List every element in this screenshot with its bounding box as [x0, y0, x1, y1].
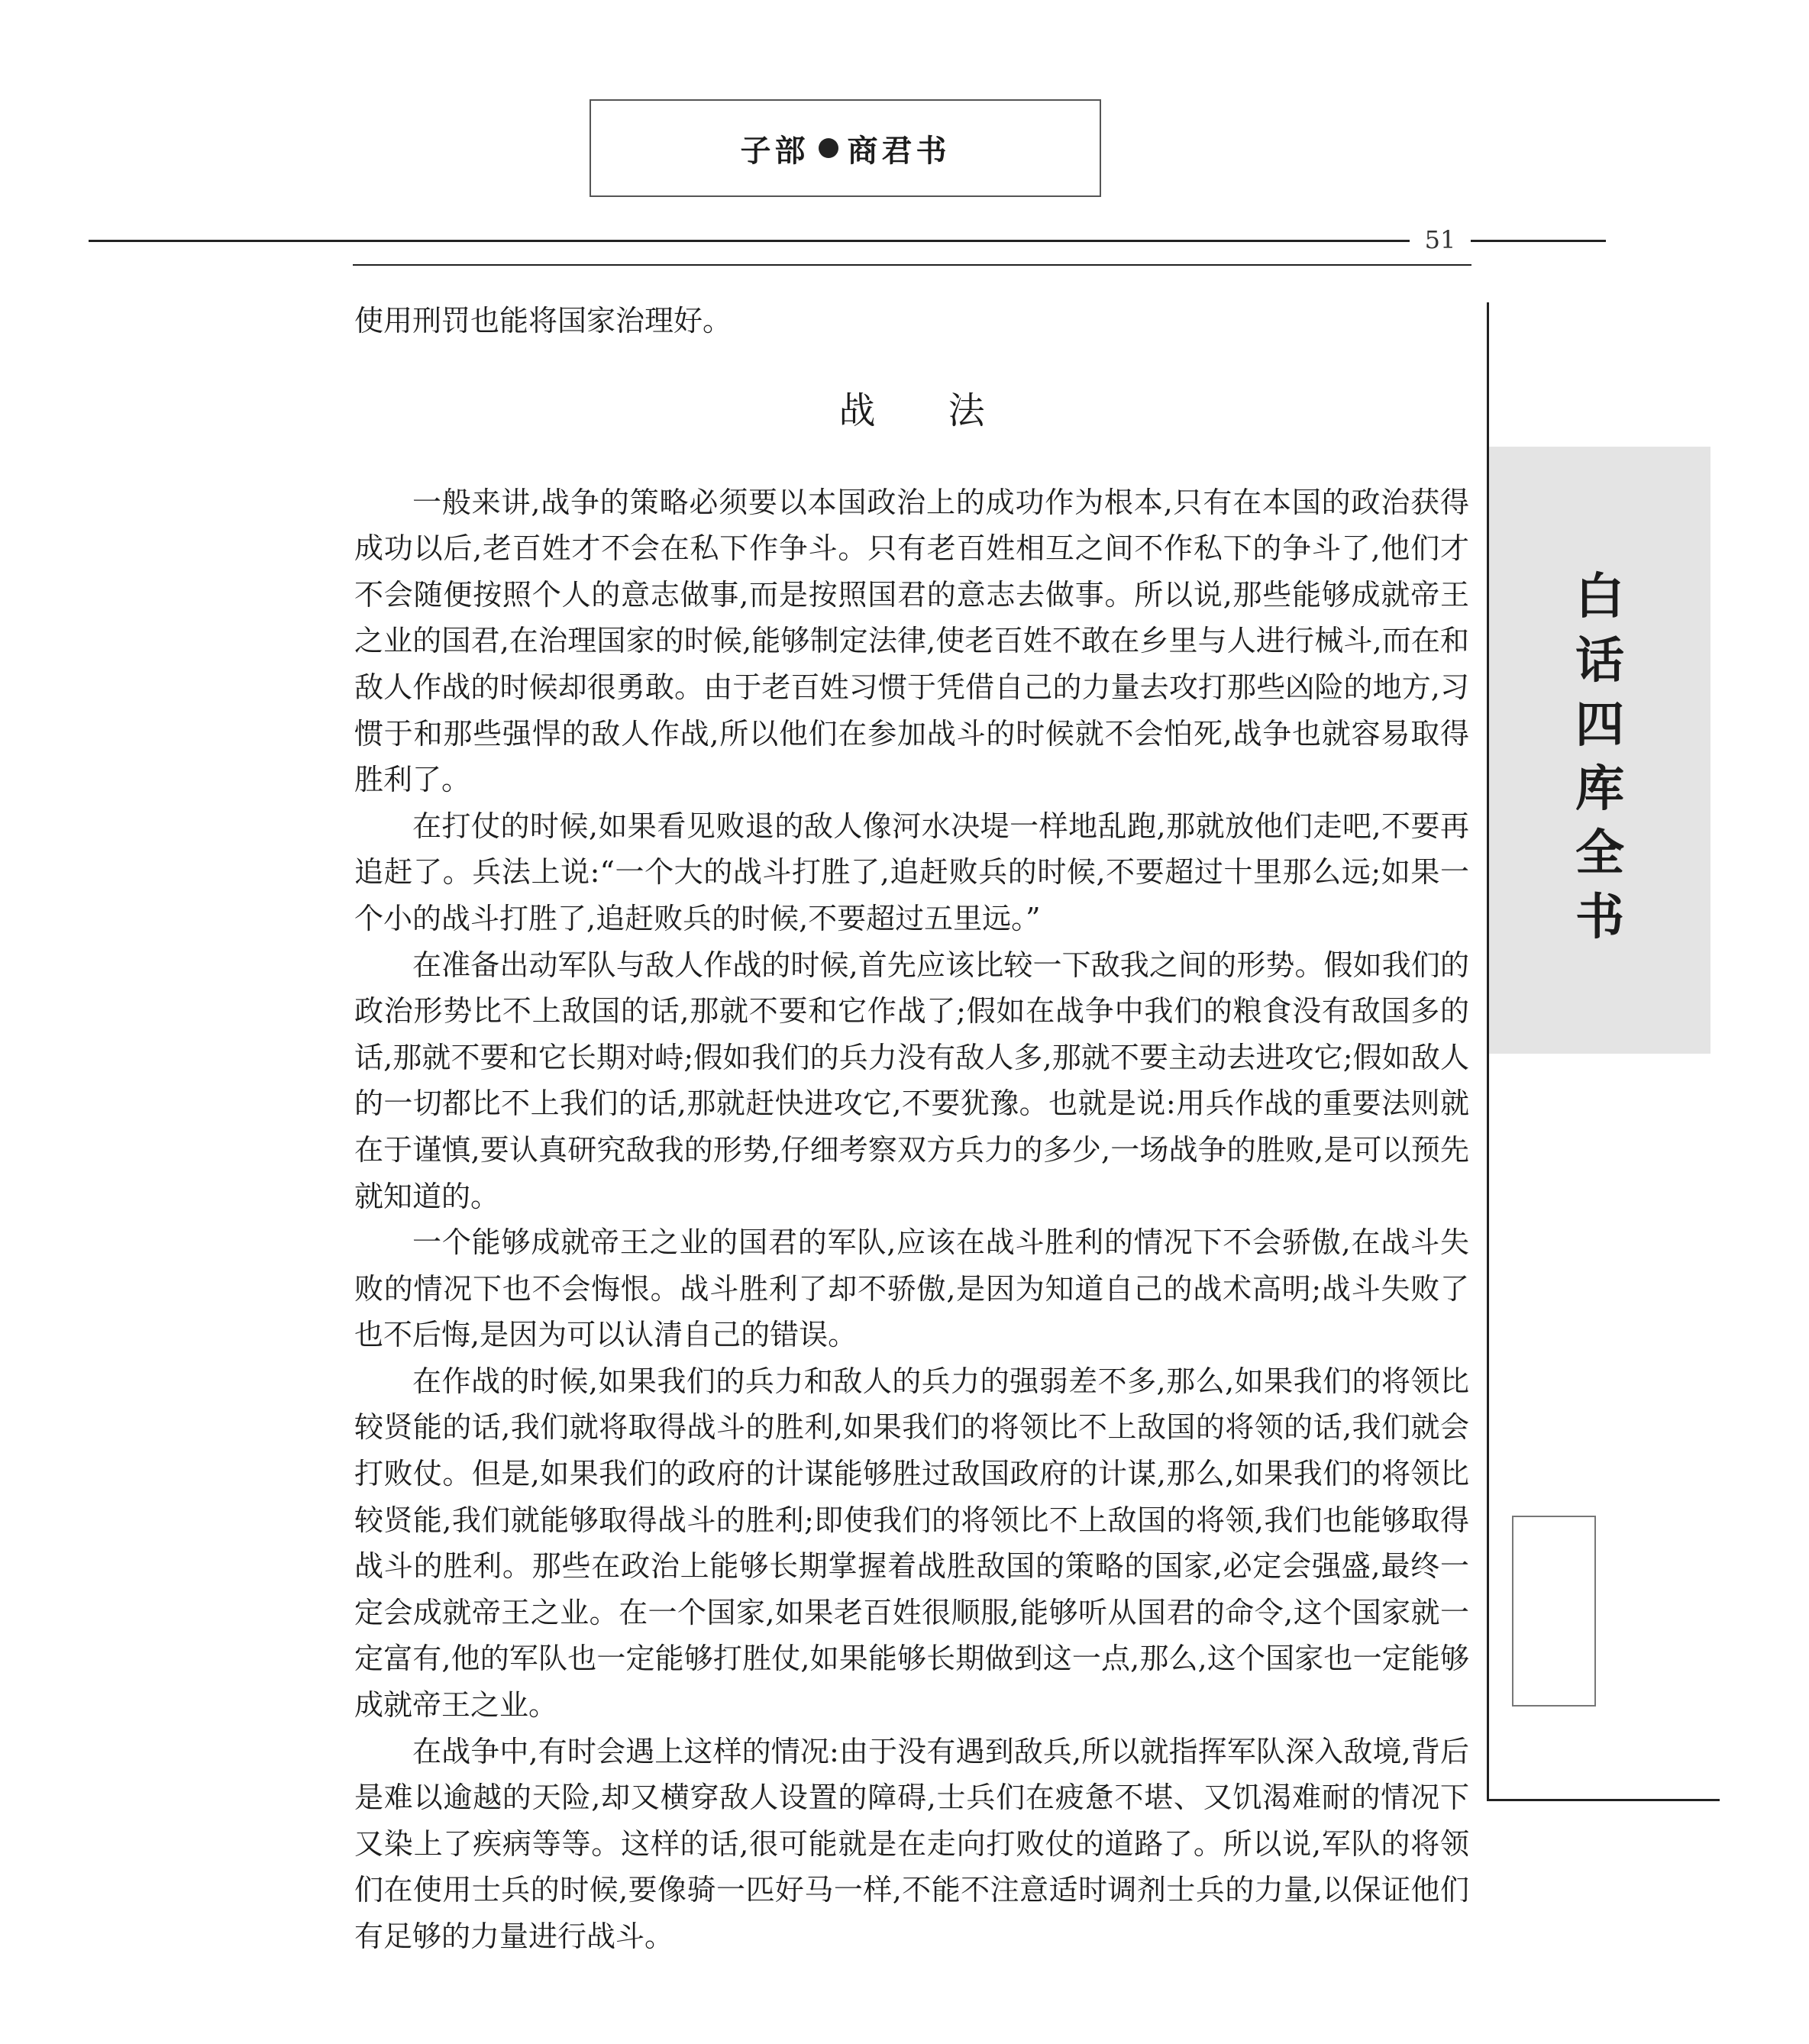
side-empty-box — [1512, 1516, 1596, 1707]
series-char: 全 — [1575, 825, 1624, 882]
header-part: 子部 — [740, 133, 809, 169]
series-char: 四 — [1575, 697, 1624, 754]
paragraph: 一个能够成就帝王之业的国君的军队,应该在战斗胜利的情况下不会骄傲,在战斗失败的情况下也不会悔恨。战斗胜利了却不骄傲,是因为知道自己的战术高明;战斗失败了也不后悔,是因为可以认清自己的错误。 — [354, 1225, 1469, 1352]
text-top-rule — [353, 264, 1471, 266]
series-char: 库 — [1575, 761, 1624, 818]
running-header — [590, 99, 1101, 197]
paragraph: 一般来讲,战争的策略必须要以本国政治上的成功作为根本,只有在本国的政治获得成功以后,老百姓才不会在私下作争斗。只有老百姓相互之间不作私下的争斗了,他们才不会随便按照个人的意志做事,而是按照国君的意志去做事。所以说,那些能够成就帝王之业的国君,在治理国家的时候,能够制定法律,使老百姓不敢在乡里与人进行械斗,而在和敌人作战的时候却很勇敢。由于老百姓习惯于凭借自己的力量去攻打那些凶险的地方,习惯于和那些强悍的敌人作战,所以他们在参加战斗的时候就不会怕死,战争也就容易取得胜利了。 — [354, 485, 1469, 797]
paragraph: 在准备出动军队与敌人作战的时候,首先应该比较一下敌我之间的形势。假如我们的政治形势比不上敌国的话,那就不要和它作战了;假如在战争中我们的粮食没有敌国多的话,那就不要和它长期对峙;假如我们的兵力没有敌人多,那就不要主动去进攻它;假如敌人的一切都比不上我们的话,那就赶快进攻它,不要犹豫。也就是说:用兵作战的重要法则就在于谨慎,要认真研究敌我的形势,仔细考察双方兵力的多少,一场战争的胜败,是可以预先就知道的。 — [354, 948, 1469, 1213]
paragraph: 在作战的时候,如果我们的兵力和敌人的兵力的强弱差不多,那么,如果我们的将领比较贤能的话,我们就将取得战斗的胜利,如果我们的将领比不上敌国的将领的话,我们就会打败仗。但是,如果我们的政府的计谋能够胜过敌国政府的计谋,那么,如果我们的将领比较贤能,我们就能够取得战斗的胜利;即使我们的将领比不上敌国的将领,我们也能够取得战斗的胜利。那些在政治上能够长期掌握着战胜敌国的策略的国家,必定会强盛,最终一定会成就帝王之业。在一个国家,如果老百姓很顺服,能够听从国君的命令,这个国家就一定富有,他的军队也一定能够打胜仗,如果能够长期做到这一点,那么,这个国家也一定能够成就帝王之业。 — [354, 1364, 1469, 1723]
paragraph: 在战争中,有时会遇上这样的情况:由于没有遇到敌兵,所以就指挥军队深入敌境,背后是难以逾越的天险,却又横穿敌人设置的障碍,士兵们在疲惫不堪、又饥渴难耐的情况下又染上了疾病等等。这样的话,很可能就是在走向打败仗的道路了。所以说,军队的将领们在使用士兵的时候,要像骑一匹好马一样,不能不注意适时调剂士兵的力量,以保证他们有足够的力量进行战斗。 — [354, 1734, 1469, 1953]
series-char: 书 — [1575, 890, 1624, 946]
header-book: 商君书 — [847, 133, 951, 169]
side-tab — [1489, 447, 1710, 1054]
series-title — [1489, 565, 1710, 950]
top-rule — [89, 240, 1606, 242]
section-title: 战 法 — [838, 389, 1016, 432]
series-char: 话 — [1575, 633, 1624, 689]
bullet-dot-icon — [819, 138, 838, 158]
page-number: 51 — [1410, 224, 1471, 255]
body-text — [354, 298, 1469, 1960]
series-char: 白 — [1575, 569, 1624, 625]
lead-line: 使用刑罚也能将国家治理好。 — [354, 304, 732, 337]
margin-bottom-rule — [1487, 1799, 1720, 1801]
paragraph: 在打仗的时候,如果看见败退的敌人像河水决堤一样地乱跑,那就放他们走吧,不要再追赶了。兵法上说:“一个大的战斗打胜了,追赶败兵的时候,不要超过十里那么远;如果一个小的战斗打胜了,追赶败兵的时候,不要超过五里远。” — [354, 809, 1469, 935]
